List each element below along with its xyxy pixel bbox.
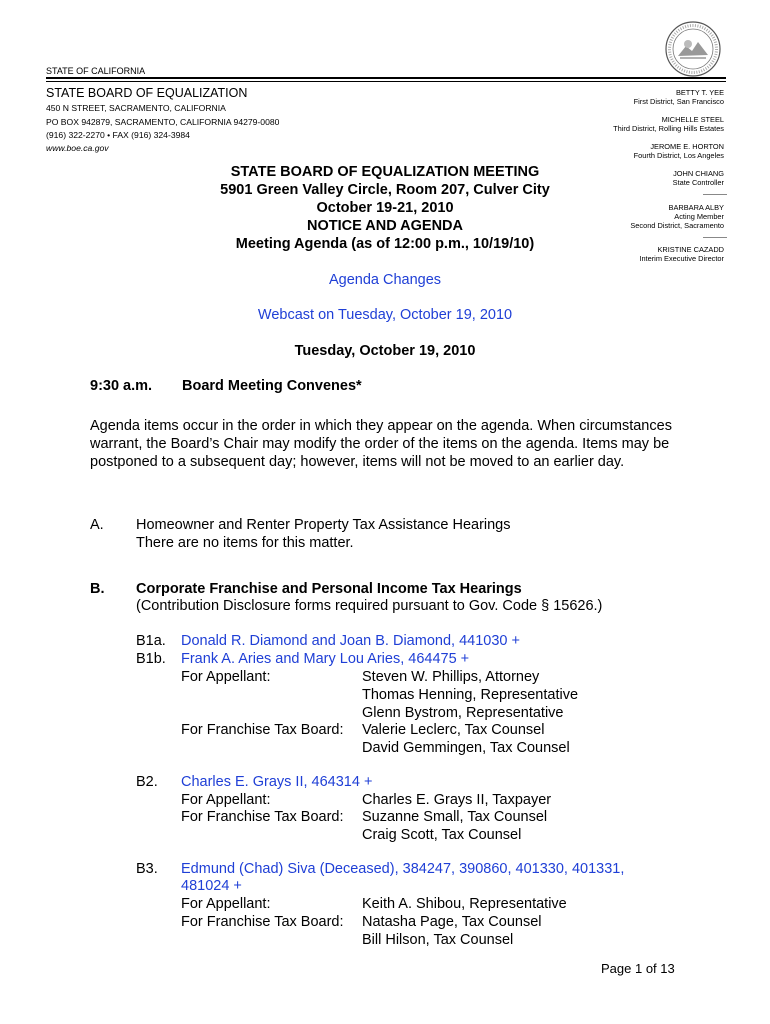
address-phone: (916) 322-2270 • FAX (916) 324-3984 xyxy=(46,130,190,140)
agenda-changes-link[interactable]: Agenda Changes xyxy=(328,272,442,288)
member-cazadd xyxy=(639,245,724,263)
ftb-label: For Franchise Tax Board: xyxy=(181,722,344,738)
case-link-b3-cont[interactable]: 481024 + xyxy=(181,878,242,894)
section-b-note: (Contribution Disclosure forms required pursuant to Gov. Code § 15626.) xyxy=(136,598,603,614)
meeting-dates: October 19-21, 2010 xyxy=(316,200,454,216)
case-link-b1b[interactable]: Frank A. Aries and Mary Lou Aries, 464475 + xyxy=(181,651,470,667)
webcast-link[interactable]: Webcast on Tuesday, October 19, 2010 xyxy=(257,307,513,323)
meeting-location: 5901 Green Valley Circle, Room 207, Culver City xyxy=(220,182,550,198)
member-alby xyxy=(630,203,724,230)
website-link[interactable]: www.boe.ca.gov xyxy=(46,143,109,153)
address-pobox: PO BOX 942879, SACRAMENTO, CALIFORNIA 94279-0080 xyxy=(46,117,280,127)
case-link-b3[interactable]: Edmund (Chad) Siva (Deceased), 384247, 390860, 401330, 401331, xyxy=(181,861,625,877)
member-name: BARBARA ALBY xyxy=(668,203,724,212)
member-role-district: Second District, Sacramento xyxy=(630,221,724,230)
day-heading: Tuesday, October 19, 2010 xyxy=(294,343,476,359)
section-a-note: There are no items for this matter. xyxy=(136,535,354,551)
meeting-title: STATE BOARD OF EQUALIZATION MEETING xyxy=(230,164,540,180)
member-name: MICHELLE STEEL xyxy=(661,115,724,124)
representative: Glenn Bystrom, Representative xyxy=(362,705,564,721)
appellant-label: For Appellant: xyxy=(181,669,271,685)
case-id: B2. xyxy=(136,774,158,790)
ftb-counsel: David Gemmingen, Tax Counsel xyxy=(362,740,570,756)
section-b-letter: B. xyxy=(90,581,105,597)
member-steel xyxy=(613,115,724,133)
header-rule xyxy=(46,77,726,79)
case-id: B1b. xyxy=(136,651,166,667)
member-name: KRISTINE CAZADD xyxy=(657,245,724,254)
member-name: JOHN CHIANG xyxy=(673,169,724,178)
case-link-b2[interactable]: Charles E. Grays II, 464314 + xyxy=(181,774,373,790)
case-id: B1a. xyxy=(136,633,166,649)
ftb-counsel: Valerie Leclerc, Tax Counsel xyxy=(362,722,545,738)
ftb-label: For Franchise Tax Board: xyxy=(181,809,344,825)
member-name: BETTY T. YEE xyxy=(675,88,724,97)
ftb-counsel: Natasha Page, Tax Counsel xyxy=(362,914,542,930)
member-chiang xyxy=(673,169,724,187)
agency-name: STATE BOARD OF EQUALIZATION xyxy=(46,86,248,100)
member-yee xyxy=(634,88,724,106)
notice-heading: NOTICE AND AGENDA xyxy=(306,218,463,234)
state-seal-icon xyxy=(664,20,722,78)
ftb-label: For Franchise Tax Board: xyxy=(181,914,344,930)
member-role: Interim Executive Director xyxy=(639,254,724,263)
representative: Thomas Henning, Representative xyxy=(362,687,579,703)
member-role: Fourth District, Los Angeles xyxy=(633,151,724,160)
section-a-title: Homeowner and Renter Property Tax Assistance Hearings xyxy=(136,517,511,533)
case-link-b1a[interactable]: Donald R. Diamond and Joan B. Diamond, 441030 + xyxy=(181,633,520,649)
convene-time: 9:30 a.m. xyxy=(90,378,153,394)
member-horton xyxy=(634,142,724,160)
appellant-label: For Appellant: xyxy=(181,792,271,808)
appellant-label: For Appellant: xyxy=(181,896,271,912)
intro-paragraph: Agenda items occur in the order in which they appear on the agenda. When circumstances warrant, the Board’s Chair may modify the order of the items on the agenda. Items may be postponed to a subsequent day; however, items will not be moved to an earlier day. xyxy=(90,418,672,470)
page-number: Page 1 of 13 xyxy=(601,961,675,976)
member-role: Third District, Rolling Hills Estates xyxy=(613,124,724,133)
case-id: B3. xyxy=(136,861,158,877)
member-divider xyxy=(703,194,727,195)
header-rule-thin xyxy=(46,81,726,82)
member-role: Acting Member xyxy=(674,212,724,221)
address-street: 450 N STREET, SACRAMENTO, CALIFORNIA xyxy=(46,103,226,113)
convene-label: Board Meeting Convenes* xyxy=(182,378,362,394)
member-role: State Controller xyxy=(672,178,724,187)
section-a-letter: A. xyxy=(90,517,104,533)
member-divider xyxy=(703,237,727,238)
section-b-title: Corporate Franchise and Personal Income Tax Hearings xyxy=(136,581,522,597)
representative: Keith A. Shibou, Representative xyxy=(362,896,567,912)
agenda-asof: Meeting Agenda (as of 12:00 p.m., 10/19/10) xyxy=(235,236,535,252)
ftb-counsel: Suzanne Small, Tax Counsel xyxy=(362,809,548,825)
member-role: First District, San Francisco xyxy=(633,97,724,106)
ftb-counsel: Craig Scott, Tax Counsel xyxy=(362,827,522,843)
member-name: JEROME E. HORTON xyxy=(650,142,724,151)
state-label: STATE OF CALIFORNIA xyxy=(46,66,146,76)
ftb-counsel: Bill Hilson, Tax Counsel xyxy=(362,932,514,948)
representative: Charles E. Grays II, Taxpayer xyxy=(362,792,552,808)
representative: Steven W. Phillips, Attorney xyxy=(362,669,540,685)
